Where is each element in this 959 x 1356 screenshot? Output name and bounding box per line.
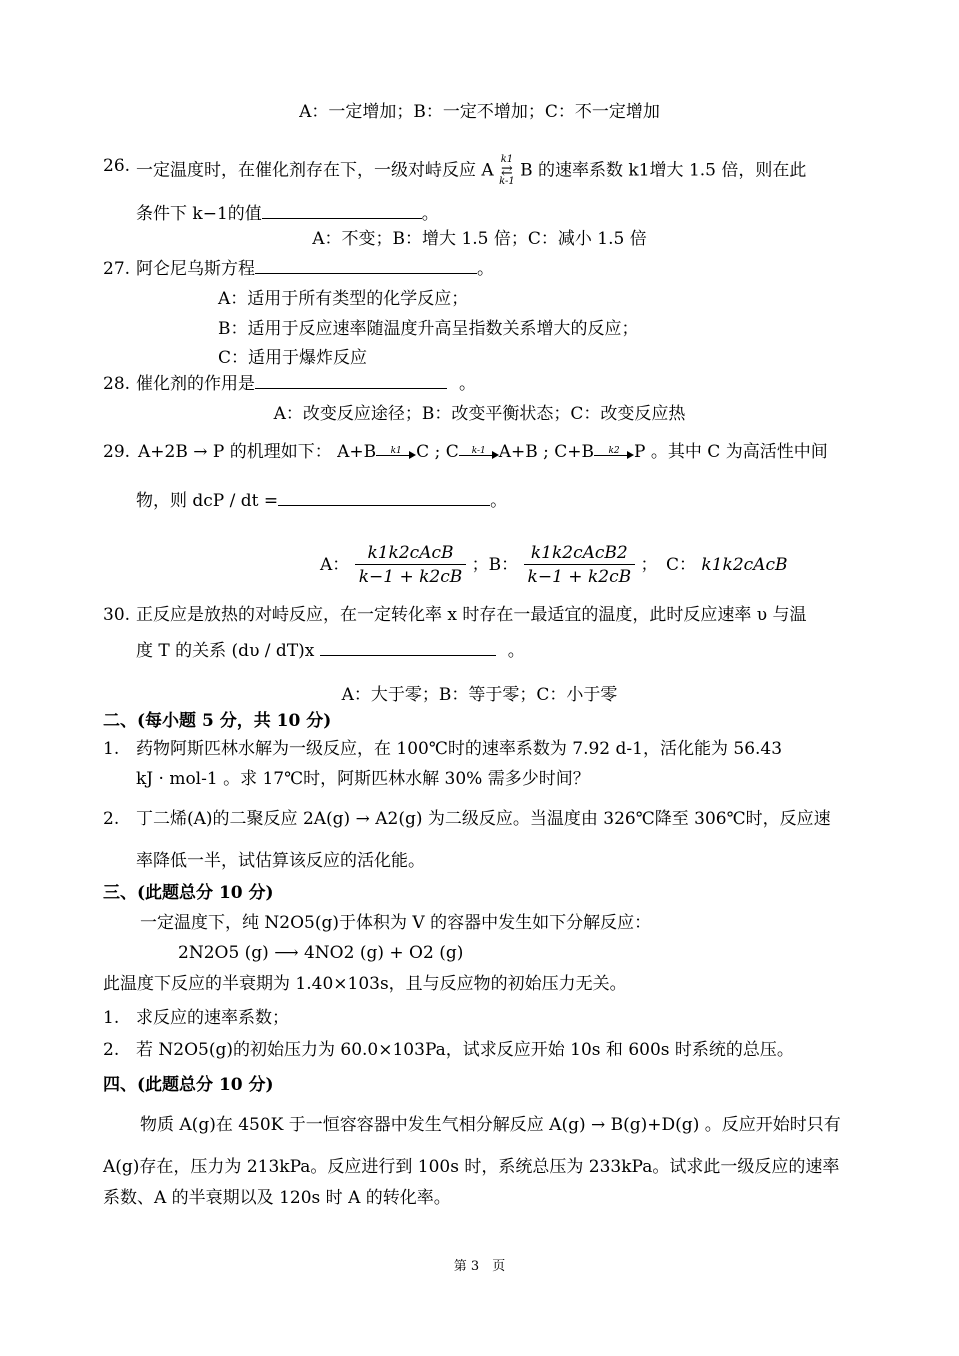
q29-line1: [138, 441, 828, 463]
s2-p2-line1: 丁二烯(A)的二聚反应 2A(g) → A2(g) 为二级反应。当温度由 326℃降至 306℃时，反应速: [136, 809, 831, 829]
step1-k: k1: [390, 445, 402, 456]
q26-number: 26.: [103, 156, 131, 176]
q27-option-b: B：适用于反应速率随温度升高呈指数关系增大的反应；: [218, 319, 639, 339]
q29-options: [320, 540, 787, 590]
q29-option-b-denominator: k−1 + k2cB: [527, 567, 632, 587]
section-2-heading: 二、(每小题 5 分，共 10 分): [103, 711, 332, 731]
s3-p2-text: 若 N2O5(g)的初始压力为 60.0×103Pa，试求反应开始 10s 和 600s 时系统的总压。: [136, 1040, 794, 1060]
q27-option-a: A：适用于所有类型的化学反应；: [218, 289, 469, 309]
q27-line: [136, 258, 494, 280]
q29-line2: [136, 490, 507, 512]
q27-period: 。: [477, 259, 494, 279]
s2-p1-line1: 药物阿斯匹林水解为一级反应，在 100℃时的速率系数为 7.92 d-1，活化能为 56.43: [136, 739, 783, 759]
q30-text-b: 度 T 的关系 (dυ / dT)x: [136, 641, 315, 661]
s4-line1: 物质 A(g)在 450K 于一恒容容器中发生气相分解反应 A(g) → B(g)+D(g) 。反应开始时只有: [140, 1115, 841, 1135]
s2-p1-number: 1.: [103, 739, 120, 759]
q29-text-b: 物，则 dcP / dt =: [136, 491, 279, 511]
page-number: 第 3 页: [453, 1259, 506, 1274]
q26-product: B: [520, 160, 533, 181]
q30-number: 30.: [103, 605, 131, 625]
q28-number: 28.: [103, 374, 131, 394]
q28-options: A：改变反应途径；B：改变平衡状态；C：改变反应热: [273, 404, 686, 424]
q26-text-c: 条件下 k−1的值: [136, 204, 262, 224]
s3-p1-number: 1.: [103, 1008, 120, 1028]
s2-p2-line2: 率降低一半，试估算该反应的活化能。: [136, 851, 425, 871]
q29-option-a-label: A：: [320, 555, 350, 575]
step3-k: k2: [608, 445, 620, 456]
q27-answer-blank[interactable]: [255, 259, 477, 274]
q29-option-c-expression: k1k2cAcB: [701, 555, 788, 575]
q26-period: 。: [421, 204, 439, 224]
s3-intro: 一定温度下，纯 N2O5(g)于体积为 V 的容器中发生如下分解反应：: [140, 913, 652, 933]
q30-line2: [136, 640, 525, 662]
s2-p2-number: 2.: [103, 809, 120, 829]
q28-text: 催化剂的作用是: [136, 374, 255, 394]
k-reverse-label: k-1: [499, 176, 515, 187]
s4-line3: 系数、A 的半衰期以及 120s 时 A 的转化率。: [103, 1188, 451, 1208]
section-4-heading: 四、(此题总分 10 分): [103, 1075, 274, 1095]
arrow-icon: [376, 446, 416, 460]
q29-option-b-numerator: k1k2cAcB2: [524, 542, 636, 565]
equilibrium-arrows-icon: k1 ⇄ k-1: [499, 154, 515, 187]
arrow-icon: [459, 446, 499, 460]
q29-text-a: A+2B → P 的机理如下：: [138, 442, 332, 462]
step2-products: A+B ;: [498, 442, 549, 462]
q26-text-b: 的速率系数 k1增大 1.5 倍，则在此: [538, 160, 807, 181]
q28-period: 。: [459, 374, 476, 394]
q30-period: 。: [507, 641, 525, 661]
q29-number: 29.: [103, 442, 131, 462]
step3-products: P 。其中 C 为高活性中间: [634, 442, 828, 462]
step2-reactants: C: [445, 442, 459, 462]
q28-line: [136, 373, 476, 395]
q27-number: 27.: [103, 259, 131, 279]
q27-option-c: C：适用于爆炸反应: [218, 348, 368, 368]
arrow-icon: [594, 446, 634, 460]
step2-k: k-1: [471, 445, 486, 456]
s4-line2: A(g)存在，压力为 213kPa。反应进行到 100s 时，系统总压为 233kPa。试求此一级反应的速率: [103, 1157, 840, 1177]
q27-text: 阿仑尼乌斯方程: [136, 259, 255, 279]
s3-condition: 此温度下反应的半衰期为 1.40×103s，且与反应物的初始压力无关。: [103, 974, 627, 994]
q29-option-a-fraction: [355, 542, 467, 589]
q29-option-a-numerator: k1k2cAcB: [355, 542, 467, 565]
s2-p1-line2: kJ · mol-1 。求 17℃时，阿斯匹林水解 30% 需多少时间？: [136, 769, 590, 789]
k-forward-label: k1: [500, 154, 514, 165]
q29-option-c-label: ； C：: [640, 555, 697, 575]
q26-options: A：不变；B：增大 1.5 倍；C：减小 1.5 倍: [312, 229, 647, 249]
s3-p1-text: 求反应的速率系数；: [136, 1008, 289, 1028]
q26-line1: [136, 155, 806, 187]
q26-text-a: 一定温度时，在催化剂存在下，一级对峙反应: [136, 160, 476, 181]
step1-reactants: A+B: [337, 442, 377, 462]
q29-option-a-denominator: k−1 + k2cB: [358, 567, 463, 587]
q29-option-b-fraction: [524, 542, 636, 589]
q30-line1: 正反应是放热的对峙反应，在一定转化率 x 时存在一最适宜的温度，此时反应速率 υ 与温: [136, 605, 807, 625]
q30-options: A：大于零；B：等于零；C：小于零: [341, 685, 618, 705]
q29-option-b-label: ；B：: [471, 555, 519, 575]
q26-answer-blank[interactable]: [262, 204, 422, 219]
step3-reactants: C+B: [554, 442, 595, 462]
step1-products: C ;: [416, 442, 441, 462]
q25-options: A：一定增加；B：一定不增加；C：不一定增加: [299, 102, 660, 122]
s3-equation: 2N2O5 (g) ⟶ 4NO2 (g) + O2 (g): [178, 943, 464, 963]
q29-period: 。: [490, 491, 508, 511]
q30-answer-blank[interactable]: [320, 641, 496, 656]
q26-reactant: A: [481, 160, 494, 181]
q26-line2: [136, 203, 439, 225]
s3-p2-number: 2.: [103, 1040, 120, 1060]
section-3-heading: 三、(此题总分 10 分): [103, 883, 274, 903]
q29-answer-blank[interactable]: [278, 491, 490, 506]
q28-answer-blank[interactable]: [255, 374, 447, 389]
